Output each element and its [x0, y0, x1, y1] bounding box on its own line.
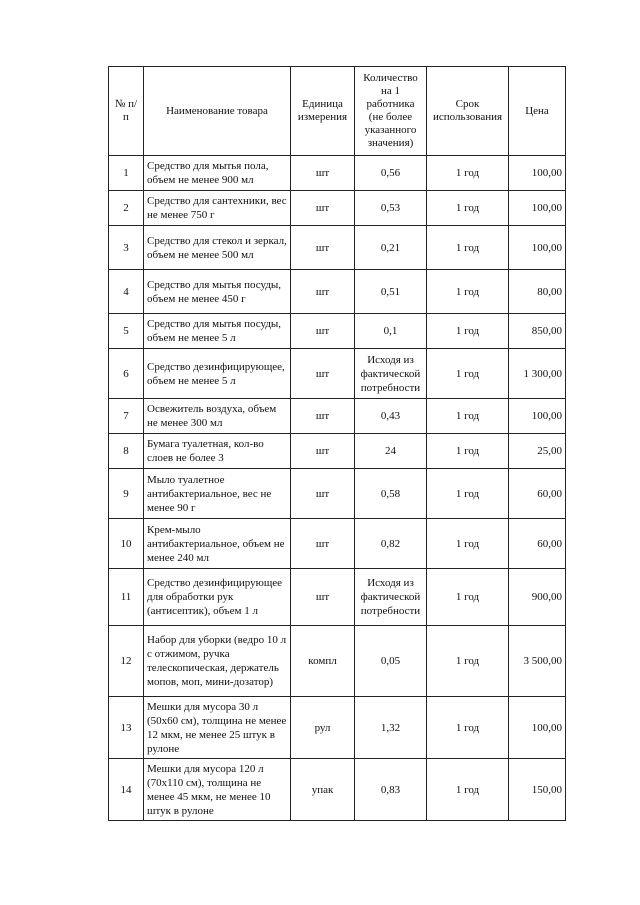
cell-name: Средство для мытья посуды, объем не менее 5 л — [144, 314, 291, 349]
cell-name: Крем-мыло антибактериальное, объем не менее 240 мл — [144, 519, 291, 569]
cell-qty: 0,43 — [355, 399, 427, 434]
cell-qty: 0,83 — [355, 759, 427, 821]
table-row — [109, 191, 566, 226]
cell-num: 3 — [109, 226, 144, 270]
cell-term: 1 год — [427, 314, 509, 349]
cell-unit: шт — [291, 469, 355, 519]
cell-price: 900,00 — [509, 569, 566, 626]
cell-unit: шт — [291, 349, 355, 399]
cell-price: 150,00 — [509, 759, 566, 821]
cell-name: Средство для мытья посуды, объем не менее 450 г — [144, 270, 291, 314]
header-term: Срок использования — [427, 67, 509, 156]
cell-name: Средство дезинфицирующее, объем не менее 5 л — [144, 349, 291, 399]
cell-name: Освежитель воздуха, объем не менее 300 мл — [144, 399, 291, 434]
cell-term: 1 год — [427, 191, 509, 226]
cell-unit: шт — [291, 519, 355, 569]
cell-unit: рул — [291, 697, 355, 759]
cell-price: 100,00 — [509, 191, 566, 226]
cell-price: 3 500,00 — [509, 626, 566, 697]
cell-num: 7 — [109, 399, 144, 434]
cell-unit: компл — [291, 626, 355, 697]
header-name: Наименование товара — [144, 67, 291, 156]
cell-num: 13 — [109, 697, 144, 759]
cell-name: Набор для уборки (ведро 10 л с отжимом, ручка телескопическая, держатель мопов, моп, мини-дозатор) — [144, 626, 291, 697]
cell-term: 1 год — [427, 759, 509, 821]
cell-name: Средство дезинфицирующее для обработки рук (антисептик), объем 1 л — [144, 569, 291, 626]
table-row — [109, 226, 566, 270]
cell-price: 850,00 — [509, 314, 566, 349]
cell-qty: Исходя из фактической потребности — [355, 349, 427, 399]
cell-unit: шт — [291, 270, 355, 314]
cell-term: 1 год — [427, 626, 509, 697]
cell-price: 100,00 — [509, 399, 566, 434]
cell-term: 1 год — [427, 519, 509, 569]
cell-num: 4 — [109, 270, 144, 314]
cell-num: 5 — [109, 314, 144, 349]
table-body — [109, 156, 566, 821]
table-row — [109, 759, 566, 821]
cell-name: Мешки для мусора 120 л (70х110 см), толщина не менее 45 мкм, не менее 10 штук в рулоне — [144, 759, 291, 821]
header-price: Цена — [509, 67, 566, 156]
cell-qty: 0,56 — [355, 156, 427, 191]
header-unit: Единица измерения — [291, 67, 355, 156]
cell-name: Мешки для мусора 30 л (50х60 см), толщина не менее 12 мкм, не менее 25 штук в рулоне — [144, 697, 291, 759]
table-row — [109, 626, 566, 697]
cell-qty: 0,1 — [355, 314, 427, 349]
goods-table — [108, 66, 566, 821]
cell-price: 100,00 — [509, 156, 566, 191]
table-row — [109, 434, 566, 469]
table-row — [109, 270, 566, 314]
table-row — [109, 569, 566, 626]
cell-qty: 0,53 — [355, 191, 427, 226]
cell-price: 60,00 — [509, 519, 566, 569]
cell-num: 14 — [109, 759, 144, 821]
cell-name: Бумага туалетная, кол-во слоев не более 3 — [144, 434, 291, 469]
table-row — [109, 399, 566, 434]
cell-unit: шт — [291, 399, 355, 434]
cell-term: 1 год — [427, 469, 509, 519]
cell-term: 1 год — [427, 697, 509, 759]
cell-unit: шт — [291, 569, 355, 626]
cell-unit: шт — [291, 226, 355, 270]
cell-term: 1 год — [427, 349, 509, 399]
cell-term: 1 год — [427, 569, 509, 626]
cell-qty: 0,51 — [355, 270, 427, 314]
cell-num: 6 — [109, 349, 144, 399]
cell-num: 8 — [109, 434, 144, 469]
cell-qty: 1,32 — [355, 697, 427, 759]
cell-unit: шт — [291, 156, 355, 191]
table-row — [109, 519, 566, 569]
cell-name: Средство для стекол и зеркал, объем не менее 500 мл — [144, 226, 291, 270]
table-row — [109, 697, 566, 759]
cell-term: 1 год — [427, 399, 509, 434]
cell-qty: 0,82 — [355, 519, 427, 569]
cell-price: 1 300,00 — [509, 349, 566, 399]
cell-qty: 24 — [355, 434, 427, 469]
cell-price: 80,00 — [509, 270, 566, 314]
cell-term: 1 год — [427, 156, 509, 191]
cell-price: 100,00 — [509, 226, 566, 270]
cell-num: 12 — [109, 626, 144, 697]
cell-name: Мыло туалетное антибактериальное, вес не менее 90 г — [144, 469, 291, 519]
cell-num: 9 — [109, 469, 144, 519]
cell-qty: 0,21 — [355, 226, 427, 270]
cell-num: 10 — [109, 519, 144, 569]
cell-price: 25,00 — [509, 434, 566, 469]
table-row — [109, 156, 566, 191]
cell-num: 2 — [109, 191, 144, 226]
cell-unit: шт — [291, 314, 355, 349]
cell-price: 60,00 — [509, 469, 566, 519]
cell-name: Средство для мытья пола, объем не менее 900 мл — [144, 156, 291, 191]
table-row — [109, 314, 566, 349]
cell-num: 11 — [109, 569, 144, 626]
header-qty: Количество на 1 работника (не более указанного значения) — [355, 67, 427, 156]
cell-unit: шт — [291, 191, 355, 226]
table-row — [109, 469, 566, 519]
cell-term: 1 год — [427, 434, 509, 469]
cell-num: 1 — [109, 156, 144, 191]
table-row — [109, 349, 566, 399]
cell-qty: Исходя из фактической потребности — [355, 569, 427, 626]
cell-term: 1 год — [427, 270, 509, 314]
cell-term: 1 год — [427, 226, 509, 270]
cell-price: 100,00 — [509, 697, 566, 759]
header-num: № п/п — [109, 67, 144, 156]
cell-unit: упак — [291, 759, 355, 821]
cell-qty: 0,05 — [355, 626, 427, 697]
cell-qty: 0,58 — [355, 469, 427, 519]
cell-unit: шт — [291, 434, 355, 469]
cell-name: Средство для сантехники, вес не менее 750 г — [144, 191, 291, 226]
table-header-row — [109, 67, 566, 156]
